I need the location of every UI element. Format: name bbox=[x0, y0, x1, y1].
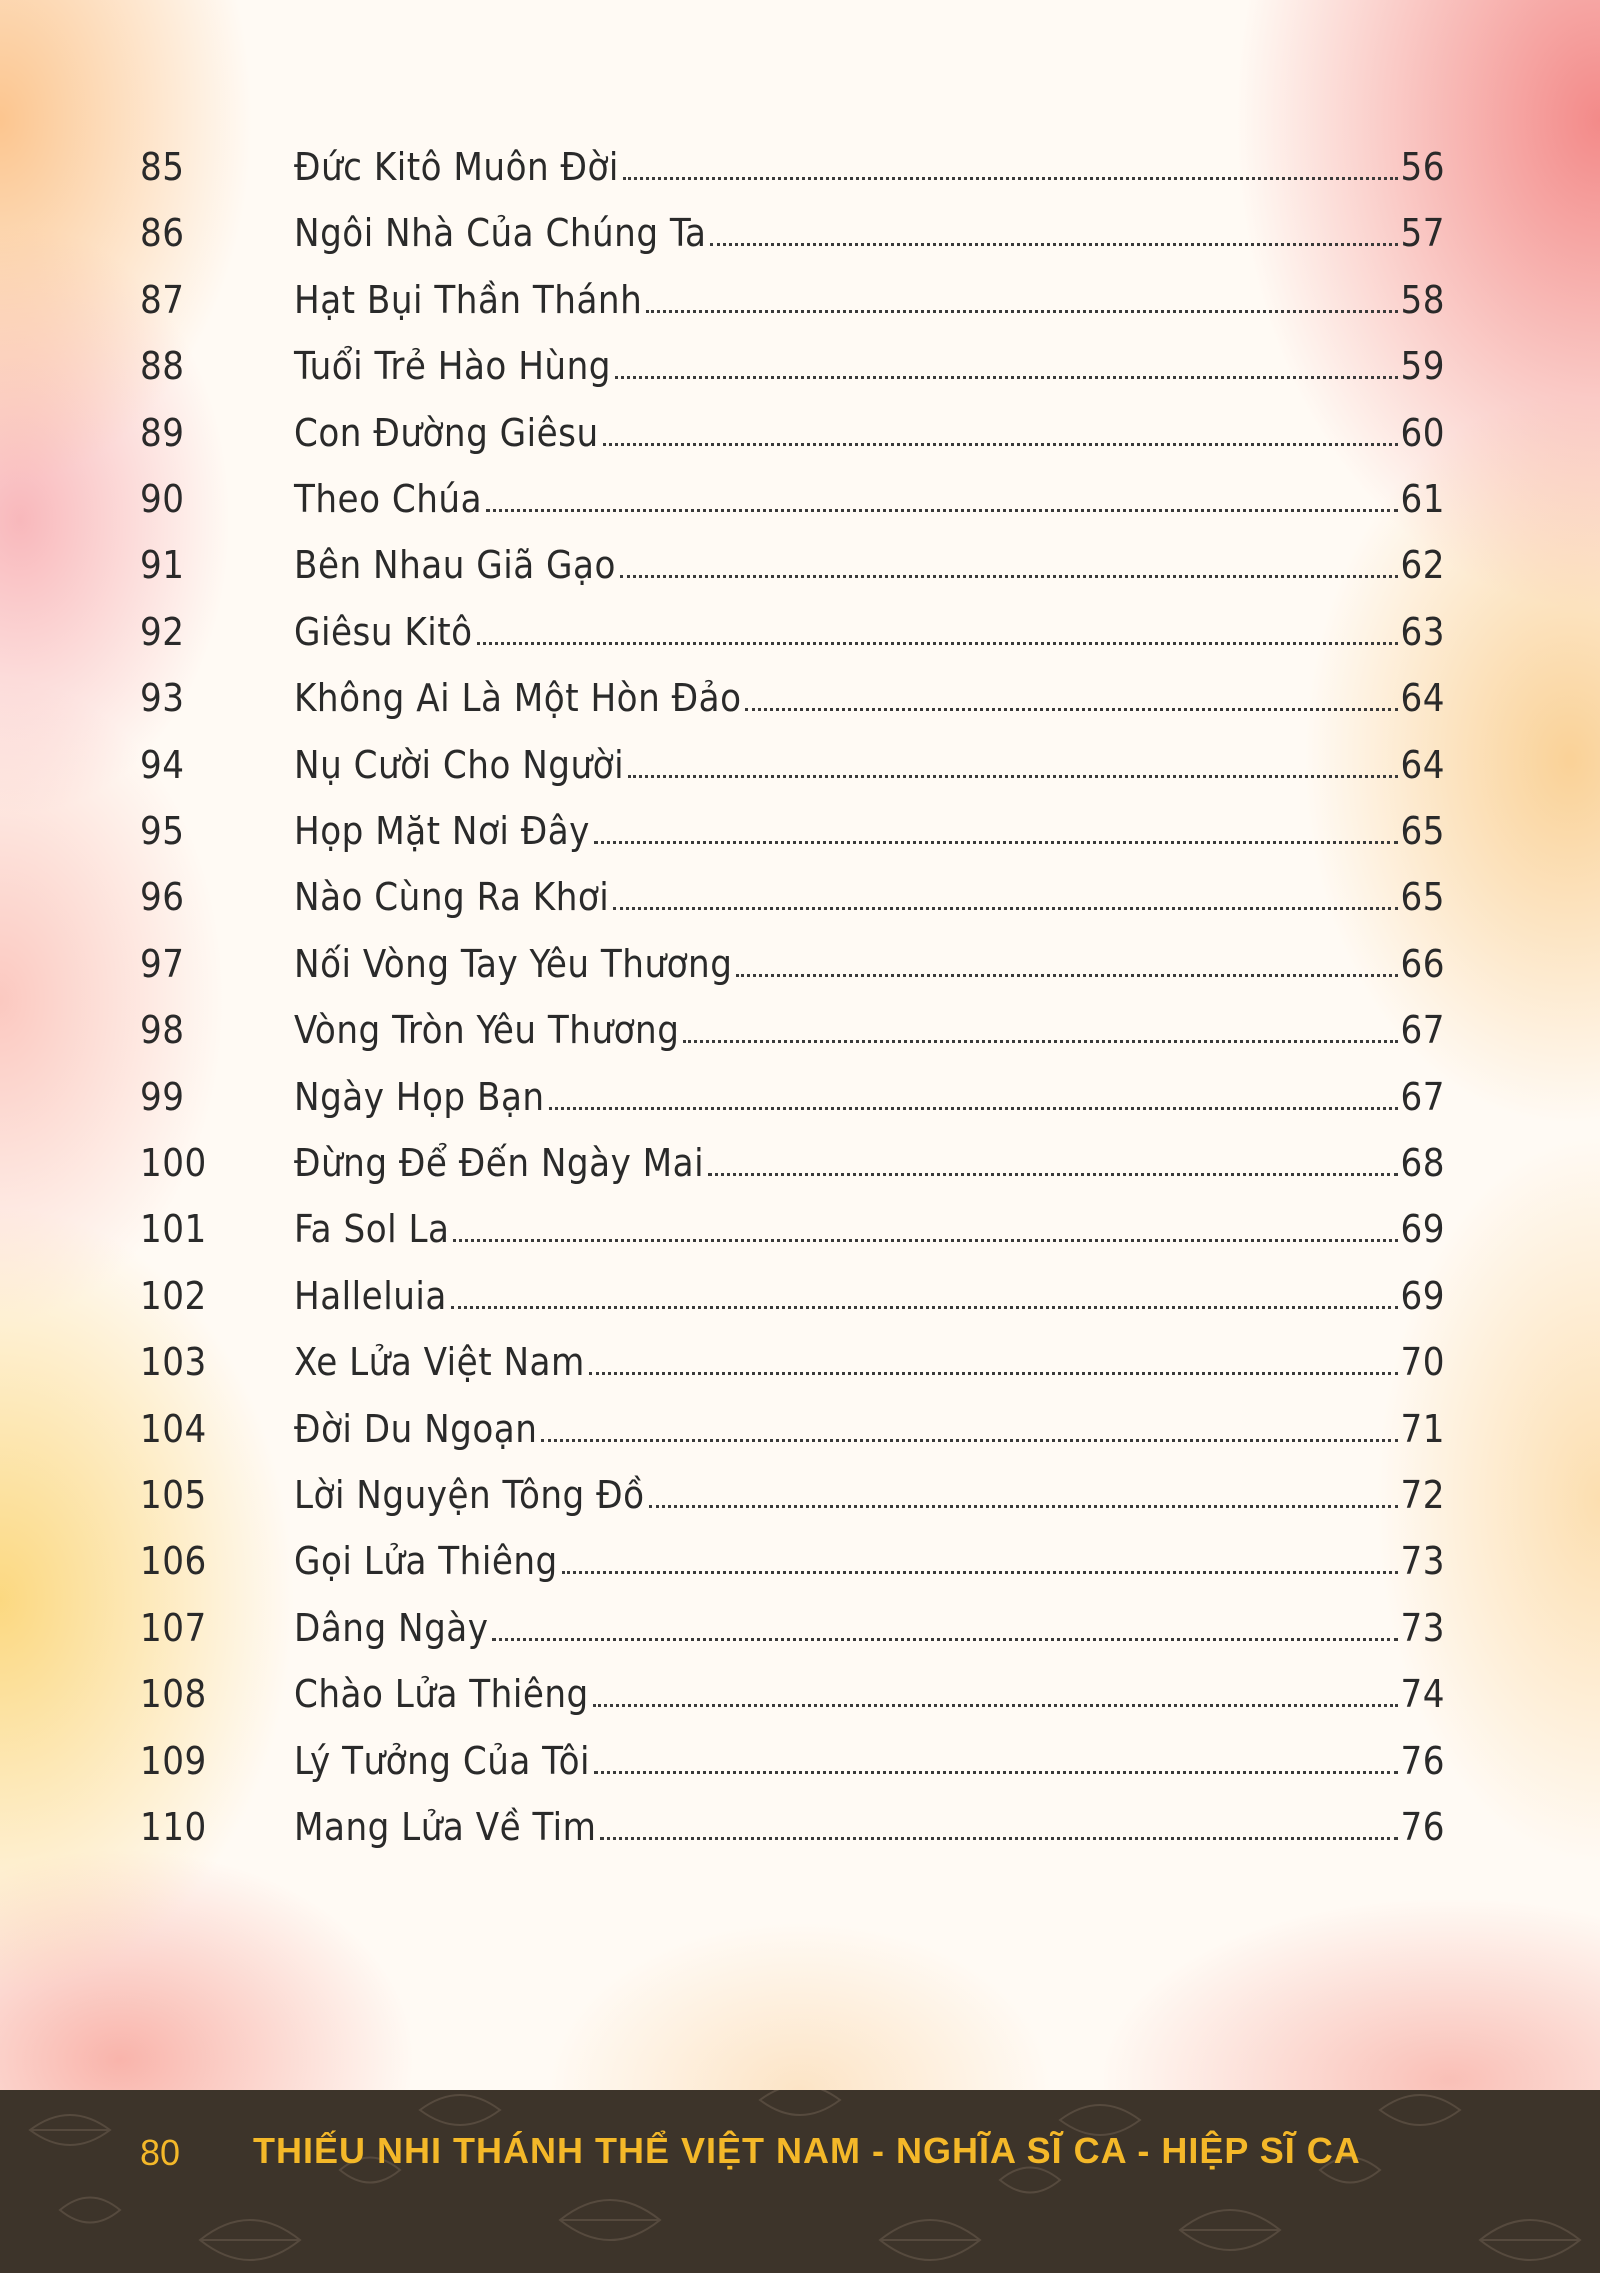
toc-entry-page: 62 bbox=[1400, 543, 1445, 588]
toc-entry-number: 107 bbox=[140, 1605, 207, 1650]
toc-entry bbox=[140, 930, 1445, 986]
toc-entry-page: 72 bbox=[1400, 1473, 1445, 1517]
toc-entry-title: Họp Mặt Nơi Đây bbox=[294, 809, 590, 853]
toc-entry-number: 85 bbox=[140, 145, 185, 189]
toc-entry-page: 57 bbox=[1400, 211, 1445, 256]
toc-entry-number: 94 bbox=[140, 742, 185, 787]
toc-entry-number: 101 bbox=[140, 1207, 207, 1252]
toc-entry-page: 73 bbox=[1400, 1605, 1445, 1650]
toc-entry bbox=[140, 133, 1445, 189]
toc-entry-page: 56 bbox=[1400, 145, 1445, 189]
toc-entry bbox=[140, 863, 1445, 919]
toc-entry-number: 108 bbox=[140, 1672, 207, 1717]
dot-leader bbox=[600, 1837, 1397, 1840]
toc-entry bbox=[140, 731, 1445, 787]
toc-entry bbox=[140, 399, 1445, 455]
toc-entry-number: 89 bbox=[140, 410, 185, 455]
dot-leader bbox=[603, 443, 1398, 446]
toc-entry-page: 59 bbox=[1400, 344, 1445, 389]
page-footer bbox=[0, 2090, 1600, 2273]
dot-leader bbox=[620, 575, 1398, 578]
toc-entry-number: 109 bbox=[140, 1738, 207, 1783]
toc-entry-page: 67 bbox=[1400, 1008, 1445, 1053]
dot-leader bbox=[562, 1571, 1398, 1574]
dot-leader bbox=[589, 1372, 1398, 1375]
toc-entry-title: Giêsu Kitô bbox=[294, 609, 473, 654]
toc-entry-number: 105 bbox=[140, 1473, 207, 1517]
leaf-pattern-decoration bbox=[0, 2090, 1600, 2273]
toc-entry bbox=[140, 1727, 1445, 1783]
dot-leader bbox=[708, 1173, 1397, 1176]
dot-leader bbox=[736, 974, 1397, 977]
dot-leader bbox=[615, 376, 1398, 379]
toc-entry-number: 106 bbox=[140, 1539, 207, 1584]
toc-entry-title: Mang Lửa Về Tim bbox=[294, 1805, 597, 1849]
toc-entry bbox=[140, 598, 1445, 654]
toc-entry bbox=[140, 1063, 1445, 1119]
toc-entry bbox=[140, 1328, 1445, 1384]
toc-entry bbox=[140, 1660, 1445, 1716]
dot-leader bbox=[623, 177, 1398, 180]
toc-entry bbox=[140, 1129, 1445, 1185]
toc-entry-number: 99 bbox=[140, 1074, 185, 1119]
toc-entry-page: 64 bbox=[1400, 676, 1445, 721]
dot-leader bbox=[453, 1239, 1397, 1242]
toc-entry bbox=[140, 199, 1445, 255]
toc-entry-page: 74 bbox=[1400, 1672, 1445, 1717]
toc-entry-number: 91 bbox=[140, 543, 185, 588]
toc-entry-number: 103 bbox=[140, 1340, 207, 1385]
toc-entry-title: Đừng Để Đến Ngày Mai bbox=[294, 1141, 705, 1185]
toc-entry-title: Nào Cùng Ra Khơi bbox=[294, 875, 610, 920]
toc-entry-title: Tuổi Trẻ Hào Hùng bbox=[294, 344, 611, 389]
toc-entry-title: Gọi Lửa Thiêng bbox=[294, 1539, 558, 1584]
book-title: THIẾU NHI THÁNH THỂ VIỆT NAM - NGHĨA SĨ CA - HIỆP SĨ CA bbox=[253, 2130, 1361, 2171]
dot-leader bbox=[451, 1306, 1398, 1309]
toc-entry-title: Ngôi Nhà Của Chúng Ta bbox=[294, 211, 707, 256]
toc-entry bbox=[140, 531, 1445, 587]
toc-entry-number: 86 bbox=[140, 211, 185, 256]
toc-entry-title: Không Ai Là Một Hòn Đảo bbox=[294, 676, 742, 721]
page-number: 80 bbox=[140, 2132, 181, 2173]
toc-entry bbox=[140, 1395, 1445, 1451]
dot-leader bbox=[594, 841, 1398, 844]
toc-entry-page: 64 bbox=[1400, 742, 1445, 787]
toc-entry bbox=[140, 1195, 1445, 1251]
toc-entry-number: 87 bbox=[140, 277, 185, 322]
toc-entry-page: 63 bbox=[1400, 609, 1445, 654]
toc-entry-page: 69 bbox=[1400, 1207, 1445, 1252]
dot-leader bbox=[745, 708, 1397, 711]
toc-entry-title: Halleluia bbox=[294, 1273, 447, 1318]
toc-entry-page: 68 bbox=[1400, 1141, 1445, 1185]
dot-leader bbox=[649, 1505, 1398, 1508]
toc-entry-number: 100 bbox=[140, 1141, 207, 1185]
dot-leader bbox=[477, 642, 1398, 645]
toc-entry-number: 96 bbox=[140, 875, 185, 920]
toc-entry-page: 61 bbox=[1400, 477, 1445, 521]
toc-entry-page: 65 bbox=[1400, 809, 1445, 853]
dot-leader bbox=[549, 1107, 1398, 1110]
toc-entry-page: 67 bbox=[1400, 1074, 1445, 1119]
toc-entry-number: 110 bbox=[140, 1805, 207, 1849]
toc-entry-number: 95 bbox=[140, 809, 185, 853]
toc-entry-page: 60 bbox=[1400, 410, 1445, 455]
toc-entry-title: Fa Sol La bbox=[294, 1207, 450, 1252]
dot-leader bbox=[492, 1638, 1397, 1641]
toc-entry-title: Theo Chúa bbox=[294, 477, 483, 521]
toc-entry-number: 104 bbox=[140, 1406, 207, 1451]
toc-entry-page: 76 bbox=[1400, 1738, 1445, 1783]
toc-entry-page: 70 bbox=[1400, 1340, 1445, 1385]
dot-leader bbox=[541, 1439, 1397, 1442]
dot-leader bbox=[710, 243, 1397, 246]
toc-entry-number: 98 bbox=[140, 1008, 185, 1053]
dot-leader bbox=[628, 775, 1397, 778]
toc-entry-title: Đời Du Ngoạn bbox=[294, 1406, 538, 1451]
toc-entry-page: 73 bbox=[1400, 1539, 1445, 1584]
dot-leader bbox=[486, 509, 1397, 512]
toc-entry bbox=[140, 664, 1445, 720]
toc-entry-title: Lời Nguyện Tông Đồ bbox=[294, 1473, 645, 1517]
toc-entry-page: 69 bbox=[1400, 1273, 1445, 1318]
toc-entry-page: 76 bbox=[1400, 1805, 1445, 1849]
toc-entry bbox=[140, 266, 1445, 322]
toc-entry-title: Lý Tưởng Của Tôi bbox=[294, 1738, 590, 1783]
toc-entry-page: 65 bbox=[1400, 875, 1445, 920]
toc-entry-title: Ngày Họp Bạn bbox=[294, 1074, 545, 1119]
dot-leader bbox=[683, 1040, 1397, 1043]
toc-entry bbox=[140, 332, 1445, 388]
dot-leader bbox=[646, 310, 1397, 313]
toc-entry-title: Bên Nhau Giã Gạo bbox=[294, 543, 616, 588]
toc-entry-title: Đức Kitô Muôn Đời bbox=[294, 145, 619, 189]
toc-entry-number: 102 bbox=[140, 1273, 207, 1318]
toc-entry bbox=[140, 797, 1445, 853]
dot-leader bbox=[593, 1704, 1398, 1707]
toc-entry-title: Vòng Tròn Yêu Thương bbox=[294, 1008, 680, 1053]
toc-entry-title: Chào Lửa Thiêng bbox=[294, 1672, 589, 1717]
dot-leader bbox=[613, 907, 1397, 910]
toc-entry-page: 58 bbox=[1400, 277, 1445, 322]
toc-entry bbox=[140, 1793, 1445, 1849]
toc-entry-number: 90 bbox=[140, 477, 185, 521]
toc-entry-number: 88 bbox=[140, 344, 185, 389]
toc-entry bbox=[140, 465, 1445, 521]
toc-entry bbox=[140, 1461, 1445, 1517]
toc-entry-page: 71 bbox=[1400, 1406, 1445, 1451]
dot-leader bbox=[594, 1771, 1398, 1774]
toc-entry-title: Nối Vòng Tay Yêu Thương bbox=[294, 941, 733, 986]
toc-entry-number: 92 bbox=[140, 609, 185, 654]
toc-entry bbox=[140, 1262, 1445, 1318]
toc-entry-number: 97 bbox=[140, 941, 185, 986]
toc-entry-title: Con Đường Giêsu bbox=[294, 410, 599, 455]
toc-entry bbox=[140, 1594, 1445, 1650]
toc-entry-title: Hạt Bụi Thần Thánh bbox=[294, 277, 643, 322]
toc-entry bbox=[140, 996, 1445, 1052]
toc-entry bbox=[140, 1527, 1445, 1583]
toc-entry-number: 93 bbox=[140, 676, 185, 721]
toc-entry-title: Xe Lửa Việt Nam bbox=[294, 1340, 585, 1385]
toc-entry-page: 66 bbox=[1400, 941, 1445, 986]
toc-entry-title: Dâng Ngày bbox=[294, 1605, 489, 1650]
toc-entry-title: Nụ Cười Cho Người bbox=[294, 742, 625, 787]
